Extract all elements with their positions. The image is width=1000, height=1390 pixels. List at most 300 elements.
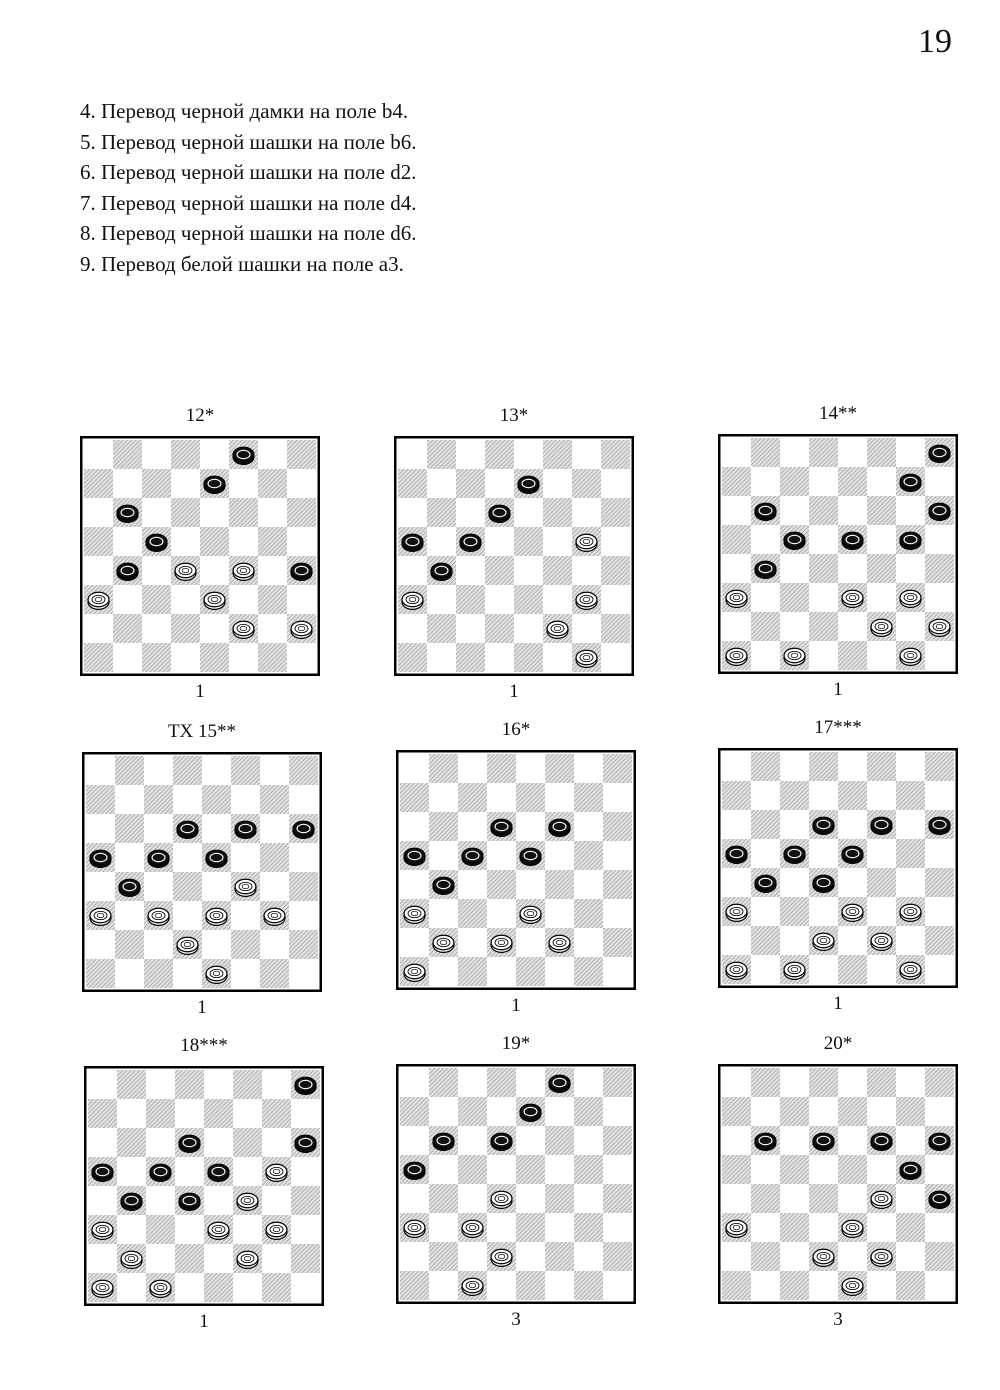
black-checker	[117, 563, 138, 580]
checkers-board	[396, 1064, 636, 1304]
checkers-board	[82, 752, 322, 992]
dark-square	[86, 959, 115, 988]
dark-square	[722, 781, 751, 810]
dark-square	[780, 467, 809, 496]
dark-square	[809, 1184, 838, 1213]
black-checker	[929, 817, 950, 834]
black-checker	[784, 532, 805, 549]
dark-square	[925, 1068, 954, 1097]
dark-square	[258, 527, 287, 556]
dark-square	[260, 843, 289, 872]
dark-square	[258, 469, 287, 498]
black-checker	[291, 563, 312, 580]
black-checker	[402, 534, 423, 551]
dark-square	[896, 839, 925, 868]
checkers-board	[84, 1066, 324, 1306]
dark-square	[427, 614, 456, 643]
black-checker	[871, 1133, 892, 1150]
white-checker	[175, 563, 196, 580]
dark-square	[287, 498, 316, 527]
black-checker	[784, 846, 805, 863]
black-checker	[206, 850, 227, 867]
white-checker	[842, 590, 863, 607]
dark-square	[487, 870, 516, 899]
dark-square	[289, 930, 318, 959]
dark-square	[429, 1242, 458, 1271]
diagram-title: 14**	[819, 403, 857, 424]
black-checker	[119, 879, 140, 896]
dark-square	[458, 1097, 487, 1126]
diagram-title: 17***	[814, 717, 862, 738]
white-checker	[900, 590, 921, 607]
dark-square	[86, 785, 115, 814]
diagram-title: 20*	[823, 1033, 853, 1054]
dark-square	[429, 812, 458, 841]
dark-square	[291, 1244, 320, 1273]
black-checker	[813, 875, 834, 892]
dark-square	[545, 870, 574, 899]
dark-square	[838, 641, 867, 670]
black-checker	[235, 821, 256, 838]
black-checker	[293, 821, 314, 838]
black-checker	[208, 1164, 229, 1181]
dark-square	[603, 928, 632, 957]
black-checker	[518, 476, 539, 493]
dark-square	[896, 1271, 925, 1300]
checkers-board	[394, 436, 634, 676]
dark-square	[722, 1271, 751, 1300]
diagram-moves-count: 1	[199, 1311, 209, 1332]
black-checker	[117, 505, 138, 522]
black-checker	[549, 1075, 570, 1092]
white-checker	[150, 1280, 171, 1297]
dark-square	[516, 1213, 545, 1242]
black-checker	[146, 534, 167, 551]
dark-square	[146, 1215, 175, 1244]
dark-square	[574, 957, 603, 986]
dark-square	[543, 440, 572, 469]
dark-square	[574, 1097, 603, 1126]
dark-square	[173, 872, 202, 901]
dark-square	[204, 1273, 233, 1302]
black-checker	[404, 1162, 425, 1179]
dark-square	[458, 957, 487, 986]
dark-square	[809, 612, 838, 641]
dark-square	[545, 1126, 574, 1155]
black-checker	[520, 1104, 541, 1121]
dark-square	[487, 754, 516, 783]
dark-square	[200, 643, 229, 672]
dark-square	[456, 469, 485, 498]
dark-square	[896, 1097, 925, 1126]
black-checker	[755, 1133, 776, 1150]
white-checker	[237, 1251, 258, 1268]
dark-square	[751, 1068, 780, 1097]
dark-square	[456, 585, 485, 614]
dark-square	[516, 1271, 545, 1300]
dark-square	[925, 926, 954, 955]
dark-square	[289, 872, 318, 901]
dark-square	[809, 496, 838, 525]
white-checker	[237, 1193, 258, 1210]
dark-square	[780, 897, 809, 926]
black-checker	[842, 846, 863, 863]
dark-square	[543, 498, 572, 527]
dark-square	[233, 1070, 262, 1099]
black-checker	[179, 1135, 200, 1152]
dark-square	[603, 1242, 632, 1271]
black-checker	[842, 532, 863, 549]
white-checker	[90, 908, 111, 925]
dark-square	[545, 754, 574, 783]
dark-square	[751, 752, 780, 781]
white-checker	[491, 1191, 512, 1208]
dark-square	[287, 440, 316, 469]
dark-square	[458, 1155, 487, 1184]
dark-square	[572, 469, 601, 498]
white-checker	[433, 935, 454, 952]
white-checker	[547, 621, 568, 638]
dark-square	[867, 438, 896, 467]
dark-square	[487, 1068, 516, 1097]
white-checker	[726, 904, 747, 921]
black-checker	[491, 1133, 512, 1150]
diagram-title: 16*	[501, 719, 531, 740]
page-number: 19	[918, 23, 952, 60]
dark-square	[809, 752, 838, 781]
dark-square	[142, 585, 171, 614]
white-checker	[900, 904, 921, 921]
dark-square	[485, 614, 514, 643]
dark-square	[398, 643, 427, 672]
checkers-board	[396, 750, 636, 990]
white-checker	[900, 962, 921, 979]
dark-square	[925, 1242, 954, 1271]
dark-square	[262, 1099, 291, 1128]
checkers-board	[718, 434, 958, 674]
dark-square	[603, 754, 632, 783]
black-checker	[92, 1164, 113, 1181]
diagram-moves-count: 1	[195, 681, 205, 702]
white-checker	[121, 1251, 142, 1268]
white-checker	[929, 619, 950, 636]
white-checker	[233, 563, 254, 580]
black-checker	[233, 447, 254, 464]
white-checker	[92, 1280, 113, 1297]
white-checker	[404, 964, 425, 981]
task-item: 9. Перевод белой шашки на поле a3.	[80, 251, 404, 276]
diagram-moves-count: 1	[833, 993, 843, 1014]
dark-square	[113, 614, 142, 643]
dark-square	[603, 1184, 632, 1213]
checkers-board	[718, 748, 958, 988]
dark-square	[427, 498, 456, 527]
dark-square	[258, 585, 287, 614]
dark-square	[427, 440, 456, 469]
dark-square	[838, 955, 867, 984]
dark-square	[514, 585, 543, 614]
dark-square	[603, 1126, 632, 1155]
black-checker	[929, 503, 950, 520]
dark-square	[171, 440, 200, 469]
dark-square	[867, 752, 896, 781]
dark-square	[601, 614, 630, 643]
dark-square	[175, 1244, 204, 1273]
dark-square	[115, 930, 144, 959]
dark-square	[780, 1097, 809, 1126]
white-checker	[900, 648, 921, 665]
white-checker	[726, 1220, 747, 1237]
dark-square	[722, 1155, 751, 1184]
task-item: 6. Перевод черной шашки на поле d2.	[80, 160, 417, 184]
dark-square	[84, 469, 113, 498]
dark-square	[117, 1128, 146, 1157]
dark-square	[400, 1271, 429, 1300]
dark-square	[171, 614, 200, 643]
black-checker	[462, 848, 483, 865]
black-checker	[755, 503, 776, 520]
black-checker	[433, 877, 454, 894]
white-checker	[842, 1278, 863, 1295]
dark-square	[514, 643, 543, 672]
white-checker	[404, 1220, 425, 1237]
white-checker	[576, 534, 597, 551]
white-checker	[233, 621, 254, 638]
dark-square	[289, 756, 318, 785]
dark-square	[398, 469, 427, 498]
white-checker	[208, 1222, 229, 1239]
dark-square	[838, 781, 867, 810]
dark-square	[574, 783, 603, 812]
black-checker	[148, 850, 169, 867]
white-checker	[266, 1164, 287, 1181]
dark-square	[751, 926, 780, 955]
black-checker	[929, 1191, 950, 1208]
dark-square	[867, 1068, 896, 1097]
dark-square	[867, 868, 896, 897]
dark-square	[429, 754, 458, 783]
dark-square	[456, 643, 485, 672]
white-checker	[266, 1222, 287, 1239]
dark-square	[722, 467, 751, 496]
dark-square	[84, 643, 113, 672]
black-checker	[177, 821, 198, 838]
black-checker	[726, 846, 747, 863]
dark-square	[780, 781, 809, 810]
dark-square	[231, 930, 260, 959]
diagram-moves-count: 3	[511, 1309, 521, 1330]
dark-square	[838, 1097, 867, 1126]
white-checker	[520, 906, 541, 923]
black-checker	[871, 817, 892, 834]
black-checker	[755, 875, 776, 892]
dark-square	[144, 959, 173, 988]
dark-square	[115, 814, 144, 843]
dark-square	[258, 643, 287, 672]
white-checker	[264, 908, 285, 925]
dark-square	[574, 1155, 603, 1184]
white-checker	[491, 935, 512, 952]
black-checker	[489, 505, 510, 522]
dark-square	[229, 498, 258, 527]
dark-square	[144, 785, 173, 814]
black-checker	[900, 1162, 921, 1179]
dark-square	[751, 438, 780, 467]
dark-square	[429, 1184, 458, 1213]
white-checker	[784, 962, 805, 979]
dark-square	[291, 1186, 320, 1215]
checkers-board	[80, 436, 320, 676]
dark-square	[925, 868, 954, 897]
dark-square	[574, 841, 603, 870]
dark-square	[115, 756, 144, 785]
black-checker	[404, 848, 425, 865]
dark-square	[896, 781, 925, 810]
white-checker	[235, 879, 256, 896]
dark-square	[925, 752, 954, 781]
dark-square	[543, 556, 572, 585]
dark-square	[574, 1213, 603, 1242]
black-checker	[491, 819, 512, 836]
black-checker	[295, 1135, 316, 1152]
dark-square	[545, 1242, 574, 1271]
task-item: 5. Перевод черной шашки на поле b6.	[80, 129, 417, 154]
diagram-title: 12*	[185, 405, 215, 426]
dark-square	[400, 783, 429, 812]
dark-square	[142, 643, 171, 672]
dark-square	[146, 1099, 175, 1128]
dark-square	[751, 612, 780, 641]
dark-square	[485, 440, 514, 469]
dark-square	[838, 467, 867, 496]
white-checker	[726, 962, 747, 979]
white-checker	[842, 1220, 863, 1237]
dark-square	[809, 1068, 838, 1097]
dark-square	[202, 785, 231, 814]
dark-square	[601, 556, 630, 585]
dark-square	[722, 525, 751, 554]
diagram-title: 19*	[501, 1033, 531, 1054]
dark-square	[142, 469, 171, 498]
black-checker	[204, 476, 225, 493]
black-checker	[150, 1164, 171, 1181]
black-checker	[813, 1133, 834, 1150]
dark-square	[722, 1097, 751, 1126]
dark-square	[400, 1097, 429, 1126]
white-checker	[576, 592, 597, 609]
white-checker	[871, 619, 892, 636]
white-checker	[491, 1249, 512, 1266]
dark-square	[809, 438, 838, 467]
dark-square	[485, 556, 514, 585]
diagram-moves-count: 1	[509, 681, 519, 702]
dark-square	[751, 810, 780, 839]
black-checker	[121, 1193, 142, 1210]
dark-square	[233, 1128, 262, 1157]
dark-square	[601, 498, 630, 527]
black-checker	[295, 1077, 316, 1094]
dark-square	[896, 1213, 925, 1242]
white-checker	[148, 908, 169, 925]
black-checker	[900, 532, 921, 549]
dark-square	[780, 583, 809, 612]
dark-square	[458, 783, 487, 812]
dark-square	[516, 783, 545, 812]
diagram-moves-count: 3	[833, 1309, 843, 1330]
black-checker	[929, 445, 950, 462]
task-item: 7. Перевод черной шашки на поле d4.	[80, 190, 417, 215]
dark-square	[780, 1271, 809, 1300]
dark-square	[117, 1070, 146, 1099]
white-checker	[726, 590, 747, 607]
dark-square	[867, 554, 896, 583]
white-checker	[871, 1191, 892, 1208]
dark-square	[601, 440, 630, 469]
white-checker	[92, 1222, 113, 1239]
diagram-title: 13*	[499, 405, 529, 426]
dark-square	[603, 812, 632, 841]
white-checker	[402, 592, 423, 609]
dark-square	[204, 1099, 233, 1128]
black-checker	[179, 1193, 200, 1210]
dark-square	[809, 554, 838, 583]
diagram-moves-count: 1	[511, 995, 521, 1016]
task-item: 4. Перевод черной дамки на поле b4.	[80, 99, 409, 123]
black-checker	[90, 850, 111, 867]
white-checker	[871, 933, 892, 950]
checkers-board	[718, 1064, 958, 1304]
black-checker	[520, 848, 541, 865]
dark-square	[458, 899, 487, 928]
diagram-title: 18***	[180, 1035, 228, 1056]
dark-square	[545, 1184, 574, 1213]
white-checker	[291, 621, 312, 638]
white-checker	[842, 904, 863, 921]
white-checker	[549, 935, 570, 952]
black-checker	[813, 817, 834, 834]
dark-square	[603, 870, 632, 899]
black-checker	[929, 1133, 950, 1150]
white-checker	[177, 937, 198, 954]
dark-square	[751, 1242, 780, 1271]
dark-square	[780, 1155, 809, 1184]
diagram-moves-count: 1	[197, 997, 207, 1018]
black-checker	[549, 819, 570, 836]
black-checker	[431, 563, 452, 580]
dark-square	[574, 1271, 603, 1300]
white-checker	[206, 908, 227, 925]
white-checker	[462, 1278, 483, 1295]
black-checker	[900, 474, 921, 491]
dark-square	[88, 1099, 117, 1128]
dark-square	[171, 498, 200, 527]
white-checker	[726, 648, 747, 665]
dark-square	[925, 554, 954, 583]
white-checker	[404, 906, 425, 923]
dark-square	[514, 527, 543, 556]
dark-square	[175, 1070, 204, 1099]
black-checker	[460, 534, 481, 551]
task-item: 8. Перевод черной шашки на поле d6.	[80, 221, 417, 245]
dark-square	[780, 1213, 809, 1242]
dark-square	[516, 1155, 545, 1184]
white-checker	[576, 650, 597, 667]
white-checker	[871, 1249, 892, 1266]
dark-square	[574, 899, 603, 928]
dark-square	[173, 756, 202, 785]
dark-square	[260, 785, 289, 814]
white-checker	[784, 648, 805, 665]
